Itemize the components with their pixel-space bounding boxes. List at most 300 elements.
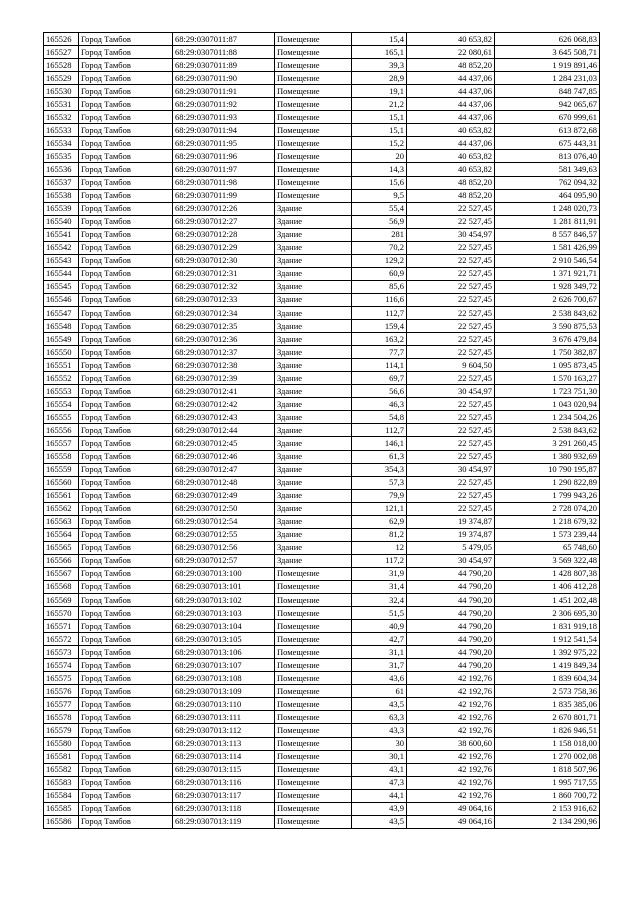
area-cell: 15,2 — [352, 137, 407, 150]
cadastral-number-cell: 68:29:0307011:94 — [173, 124, 275, 137]
area-cell: 46,3 — [352, 398, 407, 411]
unit-price-cell: 44 790,20 — [407, 633, 495, 646]
area-cell: 12 — [352, 541, 407, 554]
unit-price-cell: 40 653,82 — [407, 163, 495, 176]
unit-price-cell: 49 064,16 — [407, 802, 495, 815]
area-cell: 163,2 — [352, 333, 407, 346]
city-cell: Город Тамбов — [79, 320, 173, 333]
city-cell: Город Тамбов — [79, 124, 173, 137]
object-type-cell: Здание — [275, 202, 352, 215]
city-cell: Город Тамбов — [79, 763, 173, 776]
object-type-cell: Здание — [275, 515, 352, 528]
row-number-cell: 165554 — [44, 398, 79, 411]
object-type-cell: Помещение — [275, 594, 352, 607]
table-row — [44, 489, 600, 502]
cadastral-value-cell: 1 750 382,87 — [495, 346, 600, 359]
area-cell: 159,4 — [352, 320, 407, 333]
unit-price-cell: 30 454,97 — [407, 463, 495, 476]
table-row — [44, 163, 600, 176]
cadastral-number-cell: 68:29:0307013:107 — [173, 659, 275, 672]
city-cell: Город Тамбов — [79, 280, 173, 293]
unit-price-cell: 44 790,20 — [407, 607, 495, 620]
city-cell: Город Тамбов — [79, 724, 173, 737]
unit-price-cell: 44 790,20 — [407, 659, 495, 672]
cadastral-number-cell: 68:29:0307012:31 — [173, 267, 275, 280]
area-cell: 9,5 — [352, 189, 407, 202]
unit-price-cell: 22 527,45 — [407, 372, 495, 385]
table-row — [44, 815, 600, 828]
city-cell: Город Тамбов — [79, 633, 173, 646]
cadastral-number-cell: 68:29:0307012:29 — [173, 241, 275, 254]
unit-price-cell: 40 653,82 — [407, 150, 495, 163]
object-type-cell: Помещение — [275, 763, 352, 776]
table-row — [44, 567, 600, 580]
city-cell: Город Тамбов — [79, 567, 173, 580]
area-cell: 77,7 — [352, 346, 407, 359]
table-row — [44, 280, 600, 293]
area-cell: 85,6 — [352, 280, 407, 293]
object-type-cell: Помещение — [275, 580, 352, 593]
row-number-cell: 165529 — [44, 72, 79, 85]
property-table — [43, 32, 600, 829]
cadastral-value-cell: 2 670 801,71 — [495, 711, 600, 724]
cadastral-value-cell: 1 270 002,08 — [495, 750, 600, 763]
unit-price-cell: 40 653,82 — [407, 33, 495, 46]
city-cell: Город Тамбов — [79, 59, 173, 72]
table-row — [44, 72, 600, 85]
cadastral-number-cell: 68:29:0307012:34 — [173, 306, 275, 319]
object-type-cell: Помещение — [275, 776, 352, 789]
unit-price-cell: 42 192,76 — [407, 763, 495, 776]
unit-price-cell: 19 374,87 — [407, 528, 495, 541]
object-type-cell: Здание — [275, 554, 352, 567]
table-row — [44, 802, 600, 815]
table-row — [44, 750, 600, 763]
object-type-cell: Помещение — [275, 85, 352, 98]
row-number-cell: 165584 — [44, 789, 79, 802]
row-number-cell: 165574 — [44, 659, 79, 672]
row-number-cell: 165540 — [44, 215, 79, 228]
area-cell: 43,3 — [352, 724, 407, 737]
object-type-cell: Здание — [275, 502, 352, 515]
table-row — [44, 763, 600, 776]
city-cell: Город Тамбов — [79, 241, 173, 254]
object-type-cell: Здание — [275, 424, 352, 437]
cadastral-number-cell: 68:29:0307012:39 — [173, 372, 275, 385]
cadastral-value-cell: 1 248 020,73 — [495, 202, 600, 215]
cadastral-value-cell: 464 095,90 — [495, 189, 600, 202]
cadastral-number-cell: 68:29:0307011:90 — [173, 72, 275, 85]
cadastral-number-cell: 68:29:0307012:37 — [173, 346, 275, 359]
cadastral-number-cell: 68:29:0307011:87 — [173, 33, 275, 46]
cadastral-number-cell: 68:29:0307011:97 — [173, 163, 275, 176]
area-cell: 15,6 — [352, 176, 407, 189]
row-number-cell: 165534 — [44, 137, 79, 150]
object-type-cell: Помещение — [275, 698, 352, 711]
cadastral-value-cell: 2 626 700,67 — [495, 293, 600, 306]
cadastral-number-cell: 68:29:0307013:110 — [173, 698, 275, 711]
cadastral-value-cell: 1 371 921,71 — [495, 267, 600, 280]
city-cell: Город Тамбов — [79, 515, 173, 528]
row-number-cell: 165535 — [44, 150, 79, 163]
row-number-cell: 165563 — [44, 515, 79, 528]
object-type-cell: Помещение — [275, 789, 352, 802]
row-number-cell: 165585 — [44, 802, 79, 815]
object-type-cell: Здание — [275, 528, 352, 541]
area-cell: 112,7 — [352, 306, 407, 319]
row-number-cell: 165571 — [44, 620, 79, 633]
unit-price-cell: 44 437,06 — [407, 111, 495, 124]
table-row — [44, 320, 600, 333]
object-type-cell: Помещение — [275, 163, 352, 176]
unit-price-cell: 38 600,60 — [407, 737, 495, 750]
cadastral-value-cell: 1 839 604,34 — [495, 672, 600, 685]
cadastral-value-cell: 762 094,32 — [495, 176, 600, 189]
area-cell: 61,3 — [352, 450, 407, 463]
cadastral-value-cell: 1 995 717,55 — [495, 776, 600, 789]
row-number-cell: 165565 — [44, 541, 79, 554]
table-row — [44, 672, 600, 685]
row-number-cell: 165548 — [44, 320, 79, 333]
unit-price-cell: 49 064,16 — [407, 815, 495, 828]
unit-price-cell: 30 454,97 — [407, 385, 495, 398]
table-row — [44, 580, 600, 593]
cadastral-value-cell: 942 065,67 — [495, 98, 600, 111]
unit-price-cell: 22 527,45 — [407, 306, 495, 319]
object-type-cell: Здание — [275, 463, 352, 476]
unit-price-cell: 22 527,45 — [407, 502, 495, 515]
object-type-cell: Здание — [275, 254, 352, 267]
table-row — [44, 372, 600, 385]
cadastral-number-cell: 68:29:0307012:56 — [173, 541, 275, 554]
city-cell: Город Тамбов — [79, 372, 173, 385]
object-type-cell: Здание — [275, 489, 352, 502]
object-type-cell: Помещение — [275, 33, 352, 46]
city-cell: Город Тамбов — [79, 306, 173, 319]
cadastral-value-cell: 2 728 074,20 — [495, 502, 600, 515]
cadastral-value-cell: 3 676 479,84 — [495, 333, 600, 346]
unit-price-cell: 30 454,97 — [407, 554, 495, 567]
cadastral-value-cell: 1 392 975,22 — [495, 646, 600, 659]
cadastral-value-cell: 1 912 541,54 — [495, 633, 600, 646]
table-row — [44, 594, 600, 607]
unit-price-cell: 42 192,76 — [407, 789, 495, 802]
city-cell: Город Тамбов — [79, 711, 173, 724]
row-number-cell: 165570 — [44, 607, 79, 620]
table-row — [44, 437, 600, 450]
city-cell: Город Тамбов — [79, 33, 173, 46]
area-cell: 81,2 — [352, 528, 407, 541]
row-number-cell: 165562 — [44, 502, 79, 515]
cadastral-value-cell: 813 076,40 — [495, 150, 600, 163]
city-cell: Город Тамбов — [79, 98, 173, 111]
area-cell: 43,6 — [352, 672, 407, 685]
object-type-cell: Здание — [275, 359, 352, 372]
object-type-cell: Помещение — [275, 46, 352, 59]
cadastral-value-cell: 1 043 020,94 — [495, 398, 600, 411]
cadastral-number-cell: 68:29:0307012:55 — [173, 528, 275, 541]
city-cell: Город Тамбов — [79, 463, 173, 476]
cadastral-number-cell: 68:29:0307013:112 — [173, 724, 275, 737]
city-cell: Город Тамбов — [79, 594, 173, 607]
cadastral-value-cell: 2 573 758,36 — [495, 685, 600, 698]
cadastral-value-cell: 1 095 873,45 — [495, 359, 600, 372]
table-row — [44, 59, 600, 72]
object-type-cell: Здание — [275, 411, 352, 424]
row-number-cell: 165539 — [44, 202, 79, 215]
object-type-cell: Здание — [275, 228, 352, 241]
cadastral-number-cell: 68:29:0307013:100 — [173, 567, 275, 580]
document-page — [43, 32, 600, 829]
cadastral-number-cell: 68:29:0307012:46 — [173, 450, 275, 463]
object-type-cell: Помещение — [275, 815, 352, 828]
row-number-cell: 165576 — [44, 685, 79, 698]
row-number-cell: 165583 — [44, 776, 79, 789]
unit-price-cell: 22 527,45 — [407, 424, 495, 437]
cadastral-number-cell: 68:29:0307012:38 — [173, 359, 275, 372]
object-type-cell: Помещение — [275, 802, 352, 815]
object-type-cell: Здание — [275, 280, 352, 293]
area-cell: 43,9 — [352, 802, 407, 815]
unit-price-cell: 44 790,20 — [407, 594, 495, 607]
area-cell: 61 — [352, 685, 407, 698]
table-row — [44, 398, 600, 411]
city-cell: Город Тамбов — [79, 111, 173, 124]
table-row — [44, 424, 600, 437]
cadastral-number-cell: 68:29:0307012:27 — [173, 215, 275, 228]
cadastral-number-cell: 68:29:0307011:98 — [173, 176, 275, 189]
cadastral-number-cell: 68:29:0307012:41 — [173, 385, 275, 398]
table-row — [44, 789, 600, 802]
object-type-cell: Помещение — [275, 711, 352, 724]
table-row — [44, 554, 600, 567]
table-row — [44, 176, 600, 189]
object-type-cell: Помещение — [275, 137, 352, 150]
cadastral-value-cell: 1 284 231,03 — [495, 72, 600, 85]
cadastral-number-cell: 68:29:0307012:26 — [173, 202, 275, 215]
cadastral-value-cell: 1 290 822,89 — [495, 476, 600, 489]
cadastral-number-cell: 68:29:0307013:106 — [173, 646, 275, 659]
cadastral-number-cell: 68:29:0307011:95 — [173, 137, 275, 150]
city-cell: Город Тамбов — [79, 815, 173, 828]
object-type-cell: Помещение — [275, 737, 352, 750]
area-cell: 40,9 — [352, 620, 407, 633]
unit-price-cell: 22 527,45 — [407, 293, 495, 306]
table-row — [44, 267, 600, 280]
object-type-cell: Здание — [275, 450, 352, 463]
area-cell: 354,3 — [352, 463, 407, 476]
cadastral-number-cell: 68:29:0307011:91 — [173, 85, 275, 98]
city-cell: Город Тамбов — [79, 802, 173, 815]
city-cell: Город Тамбов — [79, 215, 173, 228]
city-cell: Город Тамбов — [79, 202, 173, 215]
unit-price-cell: 44 790,20 — [407, 620, 495, 633]
cadastral-value-cell: 1 573 239,44 — [495, 528, 600, 541]
table-row — [44, 189, 600, 202]
cadastral-value-cell: 626 068,83 — [495, 33, 600, 46]
cadastral-value-cell: 1 428 807,38 — [495, 567, 600, 580]
unit-price-cell: 48 852,20 — [407, 176, 495, 189]
cadastral-value-cell: 1 406 412,28 — [495, 580, 600, 593]
table-row — [44, 98, 600, 111]
city-cell: Город Тамбов — [79, 424, 173, 437]
row-number-cell: 165564 — [44, 528, 79, 541]
cadastral-number-cell: 68:29:0307013:117 — [173, 789, 275, 802]
table-row — [44, 215, 600, 228]
city-cell: Город Тамбов — [79, 554, 173, 567]
cadastral-value-cell: 65 748,60 — [495, 541, 600, 554]
cadastral-number-cell: 68:29:0307011:99 — [173, 189, 275, 202]
area-cell: 55,4 — [352, 202, 407, 215]
object-type-cell: Помещение — [275, 72, 352, 85]
unit-price-cell: 22 527,45 — [407, 254, 495, 267]
table-row — [44, 502, 600, 515]
object-type-cell: Помещение — [275, 150, 352, 163]
area-cell: 31,4 — [352, 580, 407, 593]
cadastral-value-cell: 1 158 018,00 — [495, 737, 600, 750]
cadastral-number-cell: 68:29:0307013:115 — [173, 763, 275, 776]
cadastral-value-cell: 613 872,68 — [495, 124, 600, 137]
row-number-cell: 165553 — [44, 385, 79, 398]
unit-price-cell: 44 437,06 — [407, 98, 495, 111]
row-number-cell: 165586 — [44, 815, 79, 828]
unit-price-cell: 44 437,06 — [407, 85, 495, 98]
row-number-cell: 165558 — [44, 450, 79, 463]
unit-price-cell: 44 790,20 — [407, 580, 495, 593]
city-cell: Город Тамбов — [79, 85, 173, 98]
unit-price-cell: 22 527,45 — [407, 267, 495, 280]
cadastral-value-cell: 1 218 679,32 — [495, 515, 600, 528]
table-row — [44, 202, 600, 215]
cadastral-number-cell: 68:29:0307013:111 — [173, 711, 275, 724]
row-number-cell: 165578 — [44, 711, 79, 724]
area-cell: 15,4 — [352, 33, 407, 46]
city-cell: Город Тамбов — [79, 137, 173, 150]
object-type-cell: Помещение — [275, 567, 352, 580]
area-cell: 15,1 — [352, 111, 407, 124]
area-cell: 19,1 — [352, 85, 407, 98]
unit-price-cell: 22 527,45 — [407, 241, 495, 254]
object-type-cell: Здание — [275, 306, 352, 319]
cadastral-number-cell: 68:29:0307012:32 — [173, 280, 275, 293]
city-cell: Город Тамбов — [79, 659, 173, 672]
city-cell: Город Тамбов — [79, 150, 173, 163]
table-row — [44, 346, 600, 359]
object-type-cell: Помещение — [275, 724, 352, 737]
table-row — [44, 685, 600, 698]
cadastral-value-cell: 3 569 322,48 — [495, 554, 600, 567]
cadastral-number-cell: 68:29:0307013:105 — [173, 633, 275, 646]
row-number-cell: 165550 — [44, 346, 79, 359]
cadastral-number-cell: 68:29:0307013:113 — [173, 737, 275, 750]
row-number-cell: 165533 — [44, 124, 79, 137]
row-number-cell: 165545 — [44, 280, 79, 293]
cadastral-number-cell: 68:29:0307013:103 — [173, 607, 275, 620]
object-type-cell: Помещение — [275, 111, 352, 124]
city-cell: Город Тамбов — [79, 254, 173, 267]
city-cell: Город Тамбов — [79, 450, 173, 463]
cadastral-number-cell: 68:29:0307012:57 — [173, 554, 275, 567]
cadastral-value-cell: 2 538 843,62 — [495, 424, 600, 437]
table-row — [44, 85, 600, 98]
unit-price-cell: 42 192,76 — [407, 711, 495, 724]
cadastral-value-cell: 1 281 811,91 — [495, 215, 600, 228]
object-type-cell: Помещение — [275, 659, 352, 672]
city-cell: Город Тамбов — [79, 72, 173, 85]
unit-price-cell: 44 790,20 — [407, 567, 495, 580]
area-cell: 114,1 — [352, 359, 407, 372]
area-cell: 121,1 — [352, 502, 407, 515]
table-row — [44, 776, 600, 789]
city-cell: Город Тамбов — [79, 620, 173, 633]
area-cell: 28,9 — [352, 72, 407, 85]
city-cell: Город Тамбов — [79, 737, 173, 750]
row-number-cell: 165546 — [44, 293, 79, 306]
object-type-cell: Помещение — [275, 124, 352, 137]
area-cell: 31,1 — [352, 646, 407, 659]
area-cell: 146,1 — [352, 437, 407, 450]
area-cell: 30,1 — [352, 750, 407, 763]
cadastral-value-cell: 1 419 849,34 — [495, 659, 600, 672]
unit-price-cell: 22 527,45 — [407, 476, 495, 489]
cadastral-value-cell: 670 999,61 — [495, 111, 600, 124]
table-row — [44, 463, 600, 476]
area-cell: 43,1 — [352, 763, 407, 776]
cadastral-value-cell: 2 538 843,62 — [495, 306, 600, 319]
object-type-cell: Здание — [275, 215, 352, 228]
unit-price-cell: 22 527,45 — [407, 202, 495, 215]
table-row — [44, 607, 600, 620]
area-cell: 31,7 — [352, 659, 407, 672]
unit-price-cell: 22 527,45 — [407, 398, 495, 411]
area-cell: 281 — [352, 228, 407, 241]
city-cell: Город Тамбов — [79, 437, 173, 450]
unit-price-cell: 22 080,61 — [407, 46, 495, 59]
object-type-cell: Здание — [275, 476, 352, 489]
cadastral-value-cell: 1 831 919,18 — [495, 620, 600, 633]
row-number-cell: 165561 — [44, 489, 79, 502]
row-number-cell: 165552 — [44, 372, 79, 385]
area-cell: 43,5 — [352, 698, 407, 711]
object-type-cell: Здание — [275, 541, 352, 554]
cadastral-value-cell: 3 291 260,45 — [495, 437, 600, 450]
area-cell: 79,9 — [352, 489, 407, 502]
cadastral-value-cell: 2 910 546,54 — [495, 254, 600, 267]
row-number-cell: 165538 — [44, 189, 79, 202]
city-cell: Город Тамбов — [79, 346, 173, 359]
city-cell: Город Тамбов — [79, 228, 173, 241]
table-row — [44, 111, 600, 124]
table-row — [44, 476, 600, 489]
object-type-cell: Помещение — [275, 59, 352, 72]
city-cell: Город Тамбов — [79, 176, 173, 189]
unit-price-cell: 9 604,50 — [407, 359, 495, 372]
area-cell: 39,3 — [352, 59, 407, 72]
city-cell: Город Тамбов — [79, 750, 173, 763]
cadastral-number-cell: 68:29:0307011:96 — [173, 150, 275, 163]
row-number-cell: 165581 — [44, 750, 79, 763]
city-cell: Город Тамбов — [79, 528, 173, 541]
cadastral-number-cell: 68:29:0307012:54 — [173, 515, 275, 528]
city-cell: Город Тамбов — [79, 411, 173, 424]
area-cell: 69,7 — [352, 372, 407, 385]
area-cell: 112,7 — [352, 424, 407, 437]
object-type-cell: Помещение — [275, 176, 352, 189]
object-type-cell: Здание — [275, 333, 352, 346]
area-cell: 62,9 — [352, 515, 407, 528]
cadastral-value-cell: 1 799 943,26 — [495, 489, 600, 502]
object-type-cell: Здание — [275, 385, 352, 398]
